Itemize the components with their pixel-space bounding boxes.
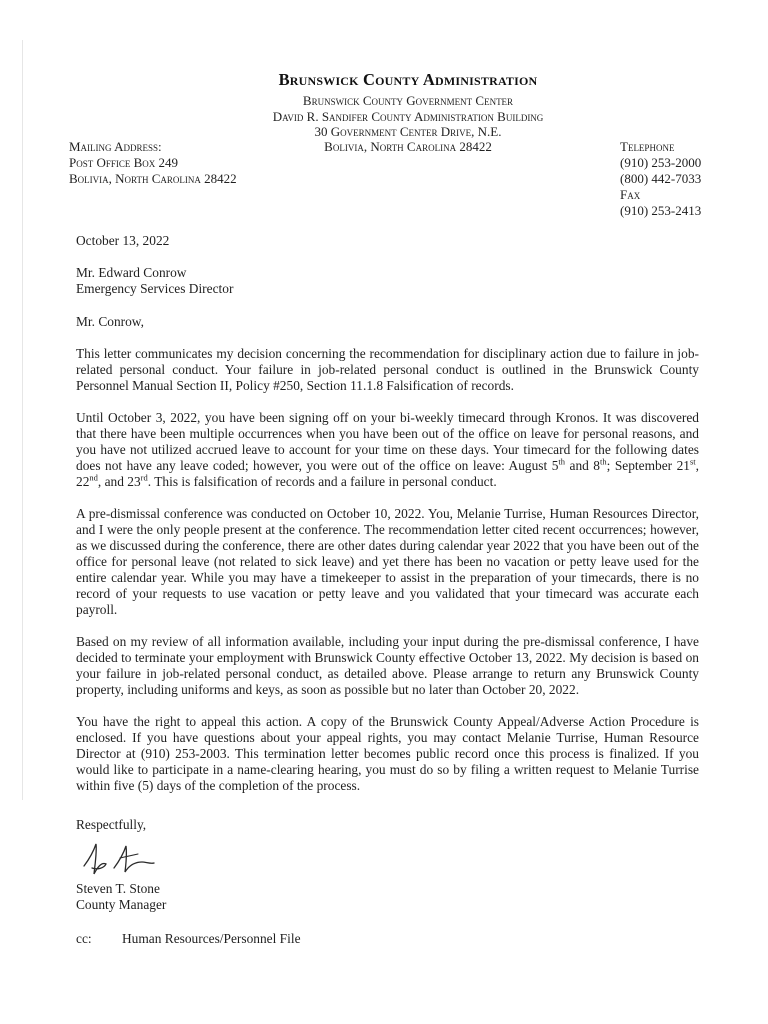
cc-value: Human Resources/Personnel File bbox=[122, 931, 301, 946]
para2-text-b: and 8 bbox=[565, 458, 601, 473]
fax-label: Fax bbox=[620, 187, 641, 202]
paragraph-5: You have the right to appeal this action. A copy of the Brunswick County Appeal/Adverse Action Procedure is enclosed. If you have questions about your appeal rights, you may contact Melanie Turrise, Human Resource Director at (910) 253-2003. This termination letter becomes public record once this process is finalized. If you would like to participate in a name-clearing hearing, you must do so by filing a written request to Melanie Turrise within five (5) days of the completion of the process. bbox=[76, 714, 699, 793]
salutation: Mr. Conrow, bbox=[76, 314, 144, 329]
signer-title: County Manager bbox=[76, 897, 167, 912]
mailing-line-1: Post Office Box 249 bbox=[69, 155, 179, 170]
para2-text-c: ; September 21 bbox=[606, 458, 690, 473]
mailing-address bbox=[69, 139, 237, 187]
letterhead-line-3: 30 Government Center Drive, N.E. bbox=[314, 124, 502, 139]
signer-block bbox=[76, 881, 699, 913]
signer-name: Steven T. Stone bbox=[76, 881, 160, 896]
para2-sup-a: th bbox=[558, 456, 566, 467]
telephone-1: (910) 253-2000 bbox=[620, 155, 702, 170]
para2-text-d: , 22 bbox=[76, 458, 699, 489]
cc-line bbox=[76, 931, 699, 947]
paragraph-2 bbox=[76, 410, 699, 490]
mailing-label: Mailing Address: bbox=[69, 139, 162, 154]
para2-sup-c: st bbox=[689, 456, 696, 467]
para2-sup-d: nd bbox=[89, 472, 98, 483]
addressee-block bbox=[76, 265, 699, 297]
letterhead-line-1: Brunswick County Government Center bbox=[302, 93, 514, 108]
letterhead-line-4: Bolivia, North Carolina 28422 bbox=[324, 139, 492, 154]
para2-sup-e: rd bbox=[140, 472, 148, 483]
para2-text-e: , and 23 bbox=[97, 474, 141, 489]
handwritten-signature bbox=[80, 840, 160, 878]
para2-text-a: Until October 3, 2022, you have been signing off on your bi-weekly timecard through Kronos. It was discovered that there have been multiple occurrences when you have been out of the office on leave for personal reasons, and you have not utilized accrued leave to account for your time on these days. Your timecard for the following dates does not have any leave coded; however, you were out of the office on leave: August 5 bbox=[76, 410, 699, 473]
paragraph-1: This letter communicates my decision concerning the recommendation for disciplinary action due to failure in job-related personal conduct. Your failure in job-related personal conduct is outlined in the Brunswick County Personnel Manual Section II, Policy #250, Section 11.1.8 Falsification of records. bbox=[76, 346, 699, 393]
para2-text-f: . This is falsification of records and a failure in personal conduct. bbox=[147, 474, 497, 489]
letterhead-line-2: David R. Sandifer County Administration Building bbox=[272, 109, 544, 124]
contact-block bbox=[620, 139, 701, 219]
letterhead-title: Brunswick County Administration bbox=[278, 70, 538, 89]
paragraph-4: Based on my review of all information available, including your input during the pre-dismissal conference, I have decided to terminate your employment with Brunswick County effective October 13, 2022. My decision is based on your failure in job-related personal conduct, as detailed above. Please arrange to return any Brunswick County property, including uniforms and keys, as soon as possible but no later than October 20, 2022. bbox=[76, 634, 699, 697]
closing: Respectfully, bbox=[76, 817, 147, 832]
recipient-name: Mr. Edward Conrow bbox=[76, 265, 187, 280]
paragraph-3: A pre-dismissal conference was conducted on October 10, 2022. You, Melanie Turrise, Human Resources Director, and I were the only people present at the conference. The recommendation letter cited recent occurrences; however, as we discussed during the conference, there are other dates during calendar year 2022 that you have been out of the office for personal leave (not related to sick leave) and yet there has been no vacation or petty leave used for the entire calendar year. While you may have a timekeeper to assist in the preparation of your timecards, there is no record of your requests to use vacation or petty leave and you validated that your timecard was accurate each payroll. bbox=[76, 506, 699, 617]
recipient-title: Emergency Services Director bbox=[76, 281, 234, 296]
para2-sup-b: th bbox=[600, 456, 607, 467]
fax-number: (910) 253-2413 bbox=[620, 203, 702, 218]
letter-date: October 13, 2022 bbox=[76, 233, 170, 248]
telephone-label: Telephone bbox=[620, 139, 675, 154]
telephone-2: (800) 442-7033 bbox=[620, 171, 702, 186]
cc-label: cc: bbox=[76, 931, 92, 946]
mailing-line-2: Bolivia, North Carolina 28422 bbox=[69, 171, 237, 186]
